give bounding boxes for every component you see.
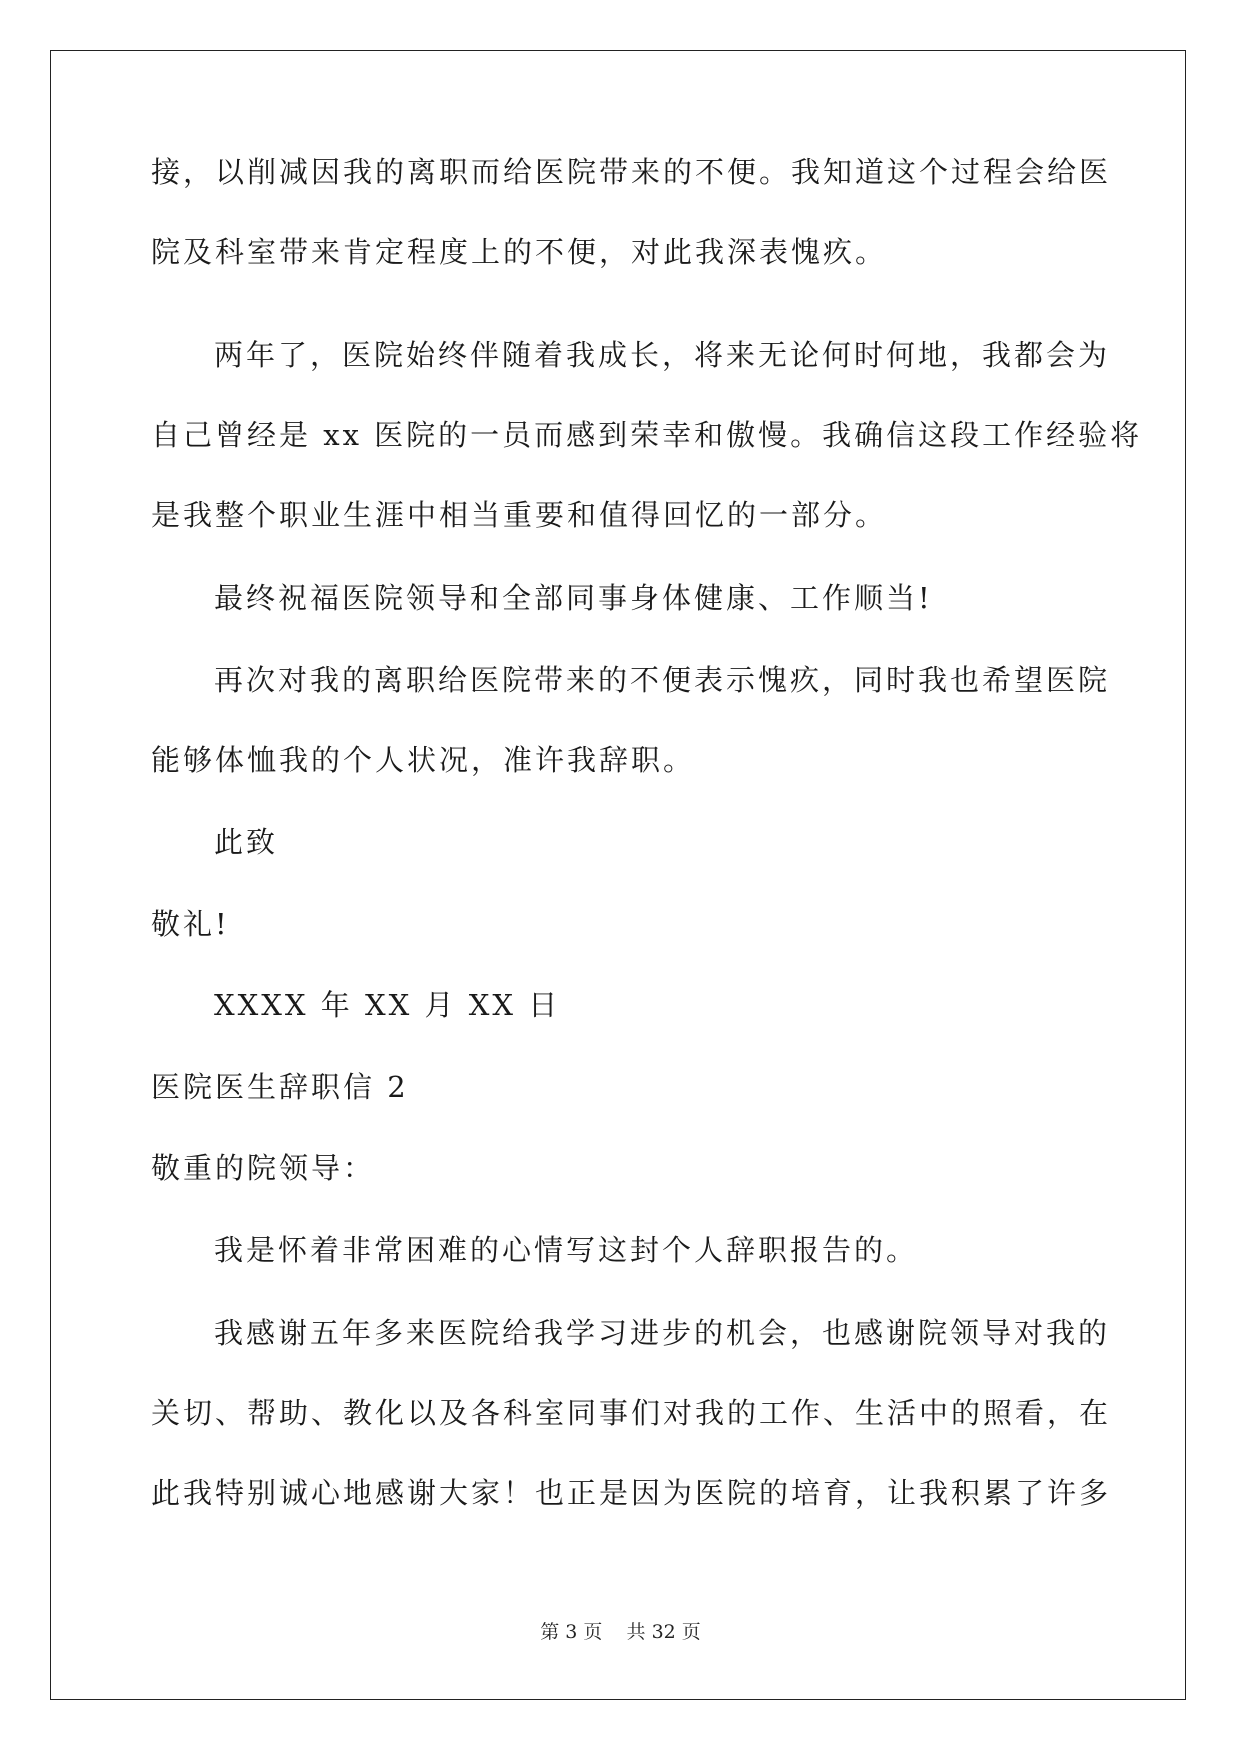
section-title: 医院医生辞职信 2 — [151, 1070, 409, 1104]
text-line: 关切、帮助、教化以及各科室同事们对我的工作、生活中的照看，在 — [151, 1396, 1112, 1430]
text-line: 我是怀着非常困难的心情写这封个人辞职报告的。 — [214, 1233, 919, 1267]
text-line: 是我整个职业生涯中相当重要和值得回忆的一部分。 — [151, 498, 888, 532]
text-line: 能够体恤我的个人状况，准许我辞职。 — [151, 743, 696, 777]
salutation-close: 敬礼! — [151, 907, 230, 941]
text-line: 此我特别诚心地感谢大家！也正是因为医院的培育，让我积累了许多 — [151, 1476, 1112, 1510]
closing-phrase: 此致 — [214, 825, 279, 859]
text-line: 再次对我的离职给医院带来的不便表示愧疚，同时我也希望医院 — [214, 663, 1111, 697]
greeting: 敬重的院领导： — [151, 1151, 376, 1185]
page-number: 第 3 页 共 32 页 — [540, 1621, 701, 1643]
text-line: 自己曾经是 xx 医院的一员而感到荣幸和傲慢。我确信这段工作经验将 — [151, 418, 1143, 452]
page-border — [50, 50, 1186, 1700]
page-footer — [0, 1620, 1241, 1644]
text-line: 最终祝福医院领导和全部同事身体健康、工作顺当! — [214, 581, 933, 615]
text-line: 院及科室带来肯定程度上的不便，对此我深表愧疚。 — [151, 235, 888, 269]
text-line: 接，以削减因我的离职而给医院带来的不便。我知道这个过程会给医 — [151, 155, 1112, 189]
date-line: XXXX 年 XX 月 XX 日 — [214, 988, 561, 1022]
text-line: 我感谢五年多来医院给我学习进步的机会，也感谢院领导对我的 — [214, 1316, 1111, 1350]
text-line: 两年了，医院始终伴随着我成长，将来无论何时何地，我都会为 — [214, 338, 1111, 372]
